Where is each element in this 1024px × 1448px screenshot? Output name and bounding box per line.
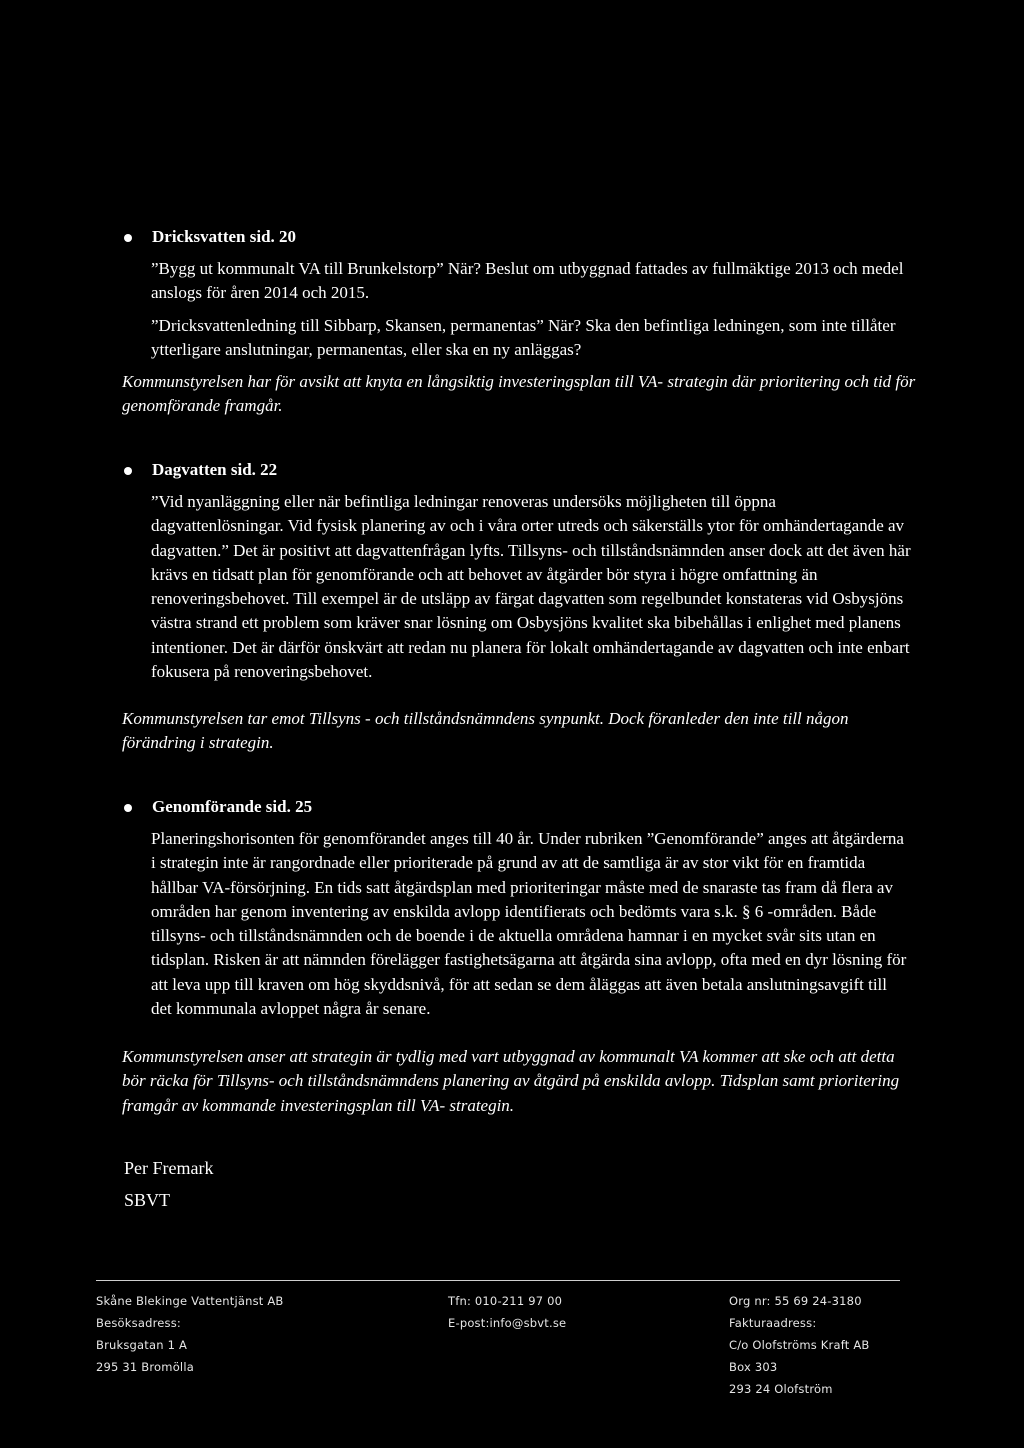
section-heading: Genomförande sid. 25 — [152, 797, 313, 816]
kommunstyrelsen-response: Kommunstyrelsen anser att strategin är tydlig med vart utbyggnad av kommunalt VA kommer att ske och att detta bör räcka för Tillsyns- och tillståndsnämndens planering av åtgärd på enskilda avlopp. Tidsplan samt prioritering framgår av kommande investeringsplan till VA- strategin. — [122, 1047, 900, 1115]
bullet-icon — [124, 467, 132, 475]
footer-postal: 295 31 Bromölla — [96, 1360, 194, 1374]
section-paragraph: ”Bygg ut kommunalt VA till Brunkelstorp” När? Beslut om utbyggnad fattades av fullmäktige 2013 och medel anslogs för åren 2014 och 2015. — [151, 259, 904, 303]
section-paragraph: ”Dricksvattenledning till Sibbarp, Skansen, permanentas” När? Ska den befintliga ledningen, som inte tillåter ytterligare anslutningar, permanentas, eller ska en ny anläggas? — [151, 316, 896, 360]
footer-contact — [448, 1290, 566, 1334]
section-heading-row — [0, 458, 1024, 482]
footer-email: E-post:info@sbvt.se — [448, 1316, 567, 1330]
footer-visit-label: Besöksadress: — [96, 1316, 181, 1330]
kommunstyrelsen-response: Kommunstyrelsen har för avsikt att knyta en långsiktig investeringsplan till VA- strategin där prioritering och tid för genomförande framgår. — [122, 372, 916, 416]
footer-billing — [729, 1290, 869, 1400]
section-paragraph: ”Vid nyanläggning eller när befintliga ledningar renoveras undersöks möjligheten till öppna dagvattenlösningar. Vid fysisk planering av och i våra orter utreds och säkerställs ytor för omhändertagande av dagvatten.” Det är positivt att dagvattenfrågan lyfts. Tillsyns- och tillståndsnämnden anser dock att det även här krävs en tidsatt plan för genomförande och att behovet av åtgärder bör styra i högre omfattning än renoveringsbehovet. Till exempel är de utsläpp av färgat dagvatten som regelbundet konstateras vid Osbysjöns västra strand ett problem som kräver snar lösning om Osbysjöns kvalitet ska bibehållas i enlighet med planens intentioner. Det är därför önskvärt att redan nu planera för lokalt omhändertagande av dagvatten och inte enbart fokusera på renoveringsbehovet. — [151, 492, 911, 682]
footer-billing-box: Box 303 — [729, 1360, 778, 1374]
footer-billing-label: Fakturaadress: — [729, 1316, 817, 1330]
footer-company-name: Skåne Blekinge Vattentjänst AB — [96, 1294, 284, 1308]
section-heading-row — [0, 795, 1024, 819]
bullet-icon — [124, 234, 132, 242]
section-paragraph: Planeringshorisonten för genomförandet anges till 40 år. Under rubriken ”Genomförande” anges att åtgärderna i strategin inte är rangordnade eller prioriterade på grund av att de samtliga är av stor vikt för en framtida hållbar VA-försörjning. En tids satt åtgärdsplan med prioriteringar måste med de snaraste tas fram då flera av områden har genom inventering av enskilda avlopp identifierats och bedömts vara s.k. § 6 -områden. Både tillsyns- och tillståndsnämnden och de boende i de aktuella områdena hamnar i en mycket svår sits utan en tidsplan. Risken är att nämnden förelägger fastighetsägarna att åtgärda sina avlopp, ofta med en dyr lösning för att leva upp till kraven om hög skyddsnivå, för att sedan se dem åläggas att även betala anslutningsavgift till det kommunala avloppet några år senare. — [151, 829, 907, 1019]
footer-billing-postal: 293 24 Olofström — [729, 1382, 833, 1396]
section-heading: Dricksvatten sid. 20 — [152, 227, 297, 246]
footer-divider — [96, 1280, 900, 1281]
bullet-icon — [124, 804, 132, 812]
kommunstyrelsen-response: Kommunstyrelsen tar emot Tillsyns - och tillståndsnämndens synpunkt. Dock föranleder den inte till någon förändring i strategin. — [122, 709, 849, 753]
section-heading: Dagvatten sid. 22 — [152, 460, 278, 479]
footer-billing-co: C/o Olofströms Kraft AB — [729, 1338, 870, 1352]
section-heading-row — [0, 225, 1024, 249]
footer-phone: Tfn: 010-211 97 00 — [448, 1294, 563, 1308]
footer-street: Bruksgatan 1 A — [96, 1338, 188, 1352]
footer-org-number: Org nr: 55 69 24-3180 — [729, 1294, 862, 1308]
signature-org: SBVT — [124, 1190, 171, 1210]
signature-name: Per Fremark — [124, 1158, 214, 1178]
footer-company-address — [96, 1290, 284, 1378]
